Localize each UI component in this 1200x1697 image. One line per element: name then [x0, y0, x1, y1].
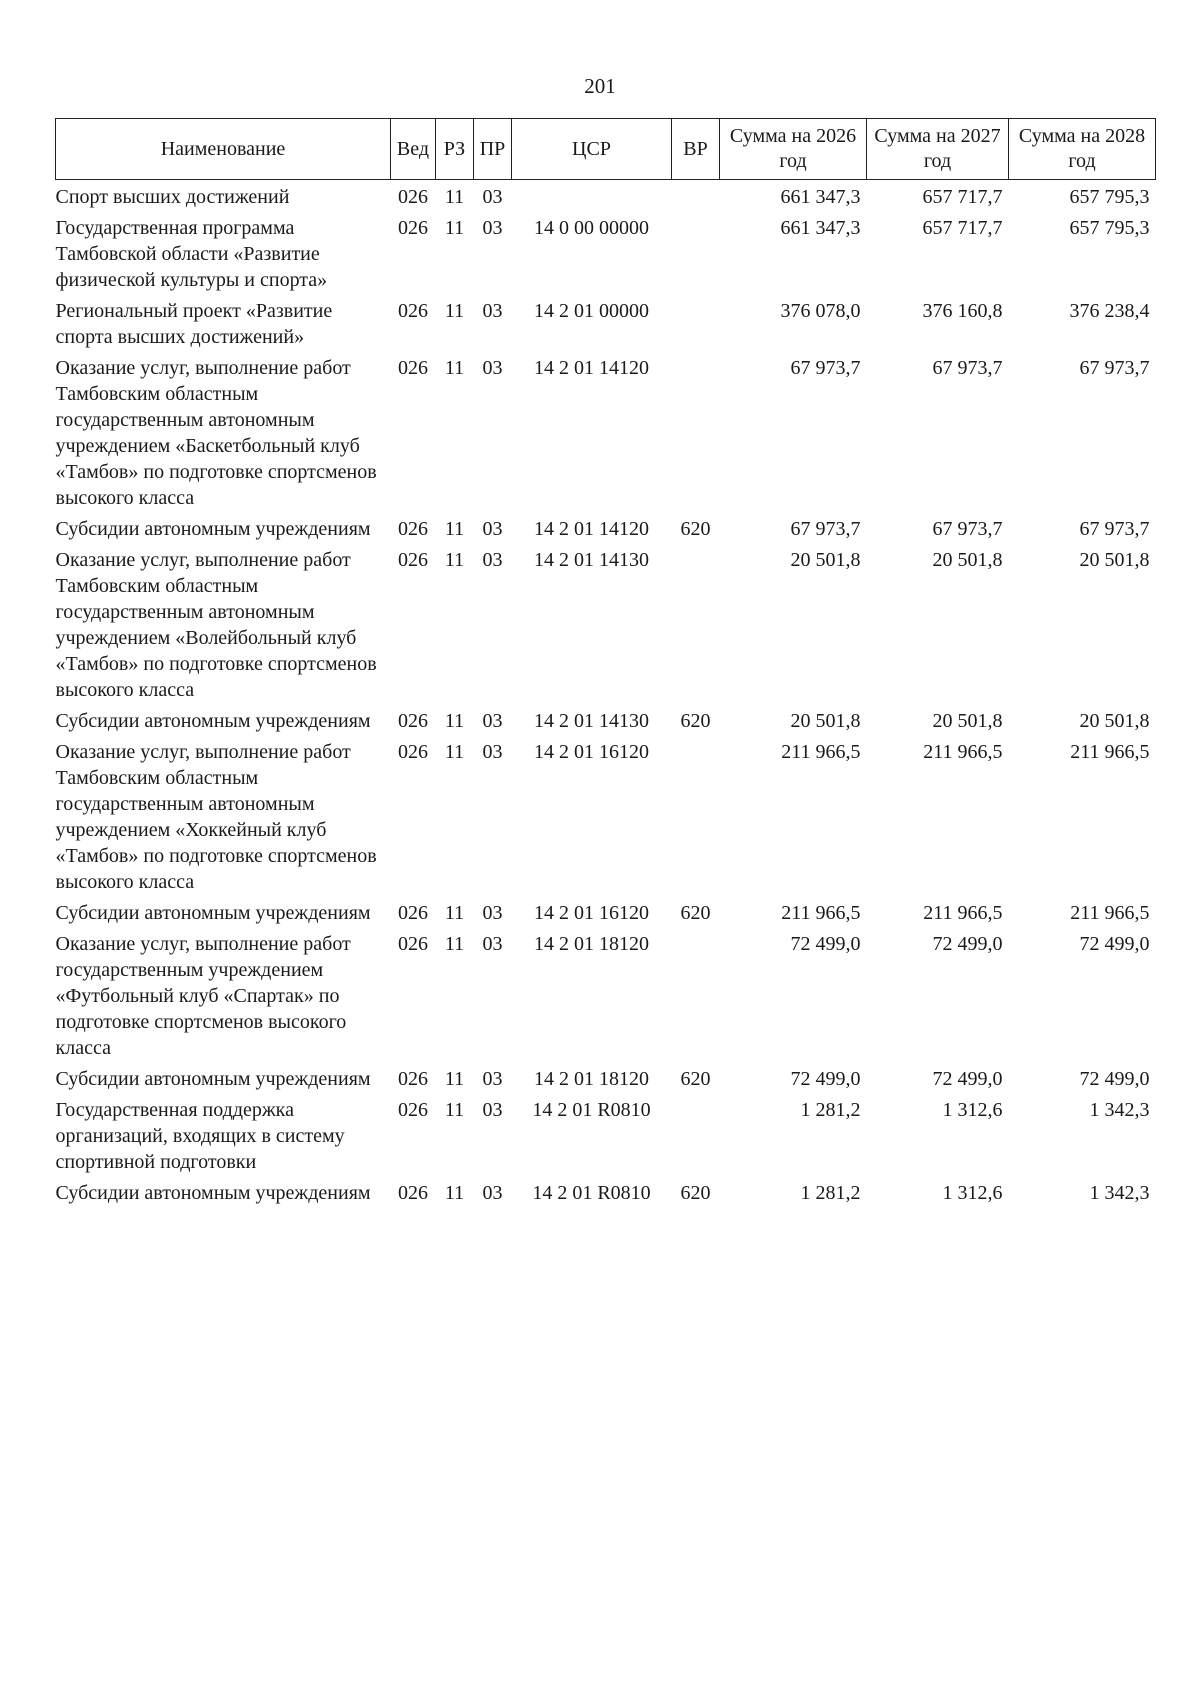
cell-sum-2028: 211 966,5	[1070, 741, 1150, 763]
cell-pr: 03	[482, 933, 503, 955]
cell-sum-2027: 211 966,5	[923, 741, 1003, 763]
cell-ved: 026	[398, 357, 428, 379]
header-rz: РЗ	[436, 119, 474, 180]
cell-sum-2027: 20 501,8	[932, 710, 1003, 732]
cell-sum-2026: 20 501,8	[790, 710, 861, 732]
cell-pr: 03	[482, 741, 503, 763]
table-row	[56, 294, 1156, 351]
cell-name: Субсидии автономным учреждениям	[55, 518, 371, 540]
header-csr: ЦСР	[512, 119, 672, 180]
cell-ved: 026	[398, 902, 428, 924]
cell-pr: 03	[482, 186, 503, 208]
header-ved: Вед	[391, 119, 436, 180]
cell-sum-2026: 1 281,2	[800, 1099, 861, 1121]
cell-csr: 14 2 01 14130	[534, 549, 649, 571]
cell-ved: 026	[398, 1182, 428, 1204]
cell-pr: 03	[482, 710, 503, 732]
cell-sum-2027: 67 973,7	[932, 518, 1003, 540]
cell-sum-2027: 1 312,6	[942, 1099, 1003, 1121]
cell-vr	[672, 735, 720, 896]
cell-rz: 11	[444, 518, 465, 540]
cell-sum-2028: 211 966,5	[1070, 902, 1150, 924]
cell-rz: 11	[444, 1099, 465, 1121]
cell-ved: 026	[398, 933, 428, 955]
cell-sum-2028: 20 501,8	[1079, 549, 1150, 571]
cell-name: Оказание услуг, выполнение работ Тамбовским областным государственным автономным учреждением «Баскетбольный клуб «Тамбов» по подготовке спортсменов высокого класса	[55, 357, 377, 509]
table-row	[56, 512, 1156, 543]
cell-vr: 620	[680, 902, 711, 924]
cell-vr: 620	[680, 1182, 711, 1204]
cell-csr: 14 2 01 16120	[534, 741, 649, 763]
budget-table	[55, 118, 1156, 1207]
cell-sum-2028: 1 342,3	[1089, 1182, 1150, 1204]
cell-sum-2028: 72 499,0	[1079, 1068, 1150, 1090]
cell-csr: 14 2 01 R0810	[532, 1099, 651, 1121]
cell-pr: 03	[482, 1099, 503, 1121]
cell-sum-2028: 67 973,7	[1079, 518, 1150, 540]
cell-csr: 14 0 00 00000	[534, 217, 649, 239]
cell-ved: 026	[398, 710, 428, 732]
cell-rz: 11	[444, 741, 465, 763]
header-vr: ВР	[672, 119, 720, 180]
cell-name: Субсидии автономным учреждениям	[55, 710, 371, 732]
cell-csr: 14 2 01 14120	[534, 357, 649, 379]
cell-pr: 03	[482, 217, 503, 239]
cell-ved: 026	[398, 300, 428, 322]
cell-name: Субсидии автономным учреждениям	[55, 1068, 371, 1090]
cell-sum-2026: 1 281,2	[800, 1182, 861, 1204]
cell-ved: 026	[398, 1099, 428, 1121]
cell-sum-2027: 67 973,7	[932, 357, 1003, 379]
cell-sum-2027: 657 717,7	[922, 186, 1003, 208]
cell-sum-2027: 376 160,8	[922, 300, 1003, 322]
cell-name: Оказание услуг, выполнение работ государственным учреждением «Футбольный клуб «Спартак» по подготовке спортсменов высокого класса	[55, 933, 351, 1059]
page-number: 201	[584, 74, 616, 98]
cell-csr: 14 2 01 R0810	[532, 1182, 651, 1204]
cell-ved: 026	[398, 741, 428, 763]
cell-sum-2026: 376 078,0	[780, 300, 861, 322]
cell-pr: 03	[482, 518, 503, 540]
cell-sum-2027: 657 717,7	[922, 217, 1003, 239]
cell-name: Государственная программа Тамбовской области «Развитие физической культуры и спорта»	[55, 217, 328, 291]
cell-ved: 026	[398, 518, 428, 540]
cell-ved: 026	[398, 186, 428, 208]
cell-sum-2027: 1 312,6	[942, 1182, 1003, 1204]
cell-name: Государственная поддержка организаций, входящих в систему спортивной подготовки	[55, 1099, 345, 1173]
cell-rz: 11	[444, 217, 465, 239]
header-name: Наименование	[56, 119, 391, 180]
cell-vr	[672, 543, 720, 704]
cell-name: Субсидии автономным учреждениям	[55, 902, 371, 924]
cell-csr: 14 2 01 16120	[534, 902, 649, 924]
cell-csr: 14 2 01 18120	[534, 933, 649, 955]
cell-name: Региональный проект «Развитие спорта высших достижений»	[55, 300, 333, 348]
cell-sum-2026: 67 973,7	[790, 357, 861, 379]
cell-sum-2027: 211 966,5	[923, 902, 1003, 924]
cell-rz: 11	[444, 1068, 465, 1090]
cell-rz: 11	[444, 357, 465, 379]
cell-pr: 03	[482, 902, 503, 924]
cell-sum-2026: 661 347,3	[780, 217, 861, 239]
cell-name: Спорт высших достижений	[55, 186, 290, 208]
cell-vr	[672, 211, 720, 294]
cell-sum-2028: 657 795,3	[1069, 186, 1150, 208]
table-row	[56, 351, 1156, 512]
cell-pr: 03	[482, 357, 503, 379]
table-row	[56, 704, 1156, 735]
cell-sum-2026: 72 499,0	[790, 1068, 861, 1090]
cell-sum-2027: 72 499,0	[932, 933, 1003, 955]
cell-sum-2028: 20 501,8	[1079, 710, 1150, 732]
header-sum-2028: Сумма на 2028 год	[1009, 119, 1156, 180]
cell-vr	[672, 927, 720, 1062]
cell-sum-2027: 72 499,0	[932, 1068, 1003, 1090]
cell-sum-2028: 1 342,3	[1089, 1099, 1150, 1121]
cell-sum-2028: 72 499,0	[1079, 933, 1150, 955]
cell-sum-2026: 211 966,5	[781, 902, 861, 924]
cell-sum-2026: 211 966,5	[781, 741, 861, 763]
table-row	[56, 1093, 1156, 1176]
cell-sum-2028: 376 238,4	[1069, 300, 1150, 322]
cell-vr	[672, 180, 720, 212]
cell-sum-2028: 657 795,3	[1069, 217, 1150, 239]
cell-ved: 026	[398, 549, 428, 571]
header-sum-2027: Сумма на 2027 год	[867, 119, 1009, 180]
cell-csr: 14 2 01 14130	[534, 710, 649, 732]
cell-sum-2027: 20 501,8	[932, 549, 1003, 571]
header-pr: ПР	[474, 119, 512, 180]
cell-name: Оказание услуг, выполнение работ Тамбовским областным государственным автономным учреждением «Хоккейный клуб «Тамбов» по подготовке спортсменов высокого класса	[55, 741, 377, 893]
cell-rz: 11	[444, 300, 465, 322]
cell-sum-2028: 67 973,7	[1079, 357, 1150, 379]
cell-sum-2026: 661 347,3	[780, 186, 861, 208]
cell-csr: 14 2 01 00000	[534, 300, 649, 322]
cell-rz: 11	[444, 710, 465, 732]
table-row	[56, 1176, 1156, 1207]
cell-vr	[672, 351, 720, 512]
cell-pr: 03	[482, 549, 503, 571]
cell-vr: 620	[680, 518, 711, 540]
cell-vr	[672, 1093, 720, 1176]
cell-vr	[672, 294, 720, 351]
table-row	[56, 735, 1156, 896]
cell-pr: 03	[482, 1182, 503, 1204]
cell-vr: 620	[680, 1068, 711, 1090]
table-row	[56, 896, 1156, 927]
cell-csr	[512, 180, 672, 212]
table-row	[56, 180, 1156, 212]
table-row	[56, 211, 1156, 294]
header-sum-2026: Сумма на 2026 год	[720, 119, 867, 180]
cell-csr: 14 2 01 18120	[534, 1068, 649, 1090]
cell-vr: 620	[680, 710, 711, 732]
cell-pr: 03	[482, 1068, 503, 1090]
table-row	[56, 543, 1156, 704]
cell-ved: 026	[398, 1068, 428, 1090]
cell-rz: 11	[444, 933, 465, 955]
cell-sum-2026: 20 501,8	[790, 549, 861, 571]
cell-rz: 11	[444, 549, 465, 571]
cell-pr: 03	[482, 300, 503, 322]
cell-name: Субсидии автономным учреждениям	[55, 1182, 371, 1204]
table-header-row	[56, 119, 1156, 180]
table-row	[56, 1062, 1156, 1093]
cell-ved: 026	[398, 217, 428, 239]
table-row	[56, 927, 1156, 1062]
cell-sum-2026: 72 499,0	[790, 933, 861, 955]
cell-csr: 14 2 01 14120	[534, 518, 649, 540]
cell-sum-2026: 67 973,7	[790, 518, 861, 540]
cell-name: Оказание услуг, выполнение работ Тамбовским областным государственным автономным учреждением «Волейбольный клуб «Тамбов» по подготовке спортсменов высокого класса	[55, 549, 377, 701]
cell-rz: 11	[444, 186, 465, 208]
cell-rz: 11	[444, 902, 465, 924]
cell-rz: 11	[444, 1182, 465, 1204]
